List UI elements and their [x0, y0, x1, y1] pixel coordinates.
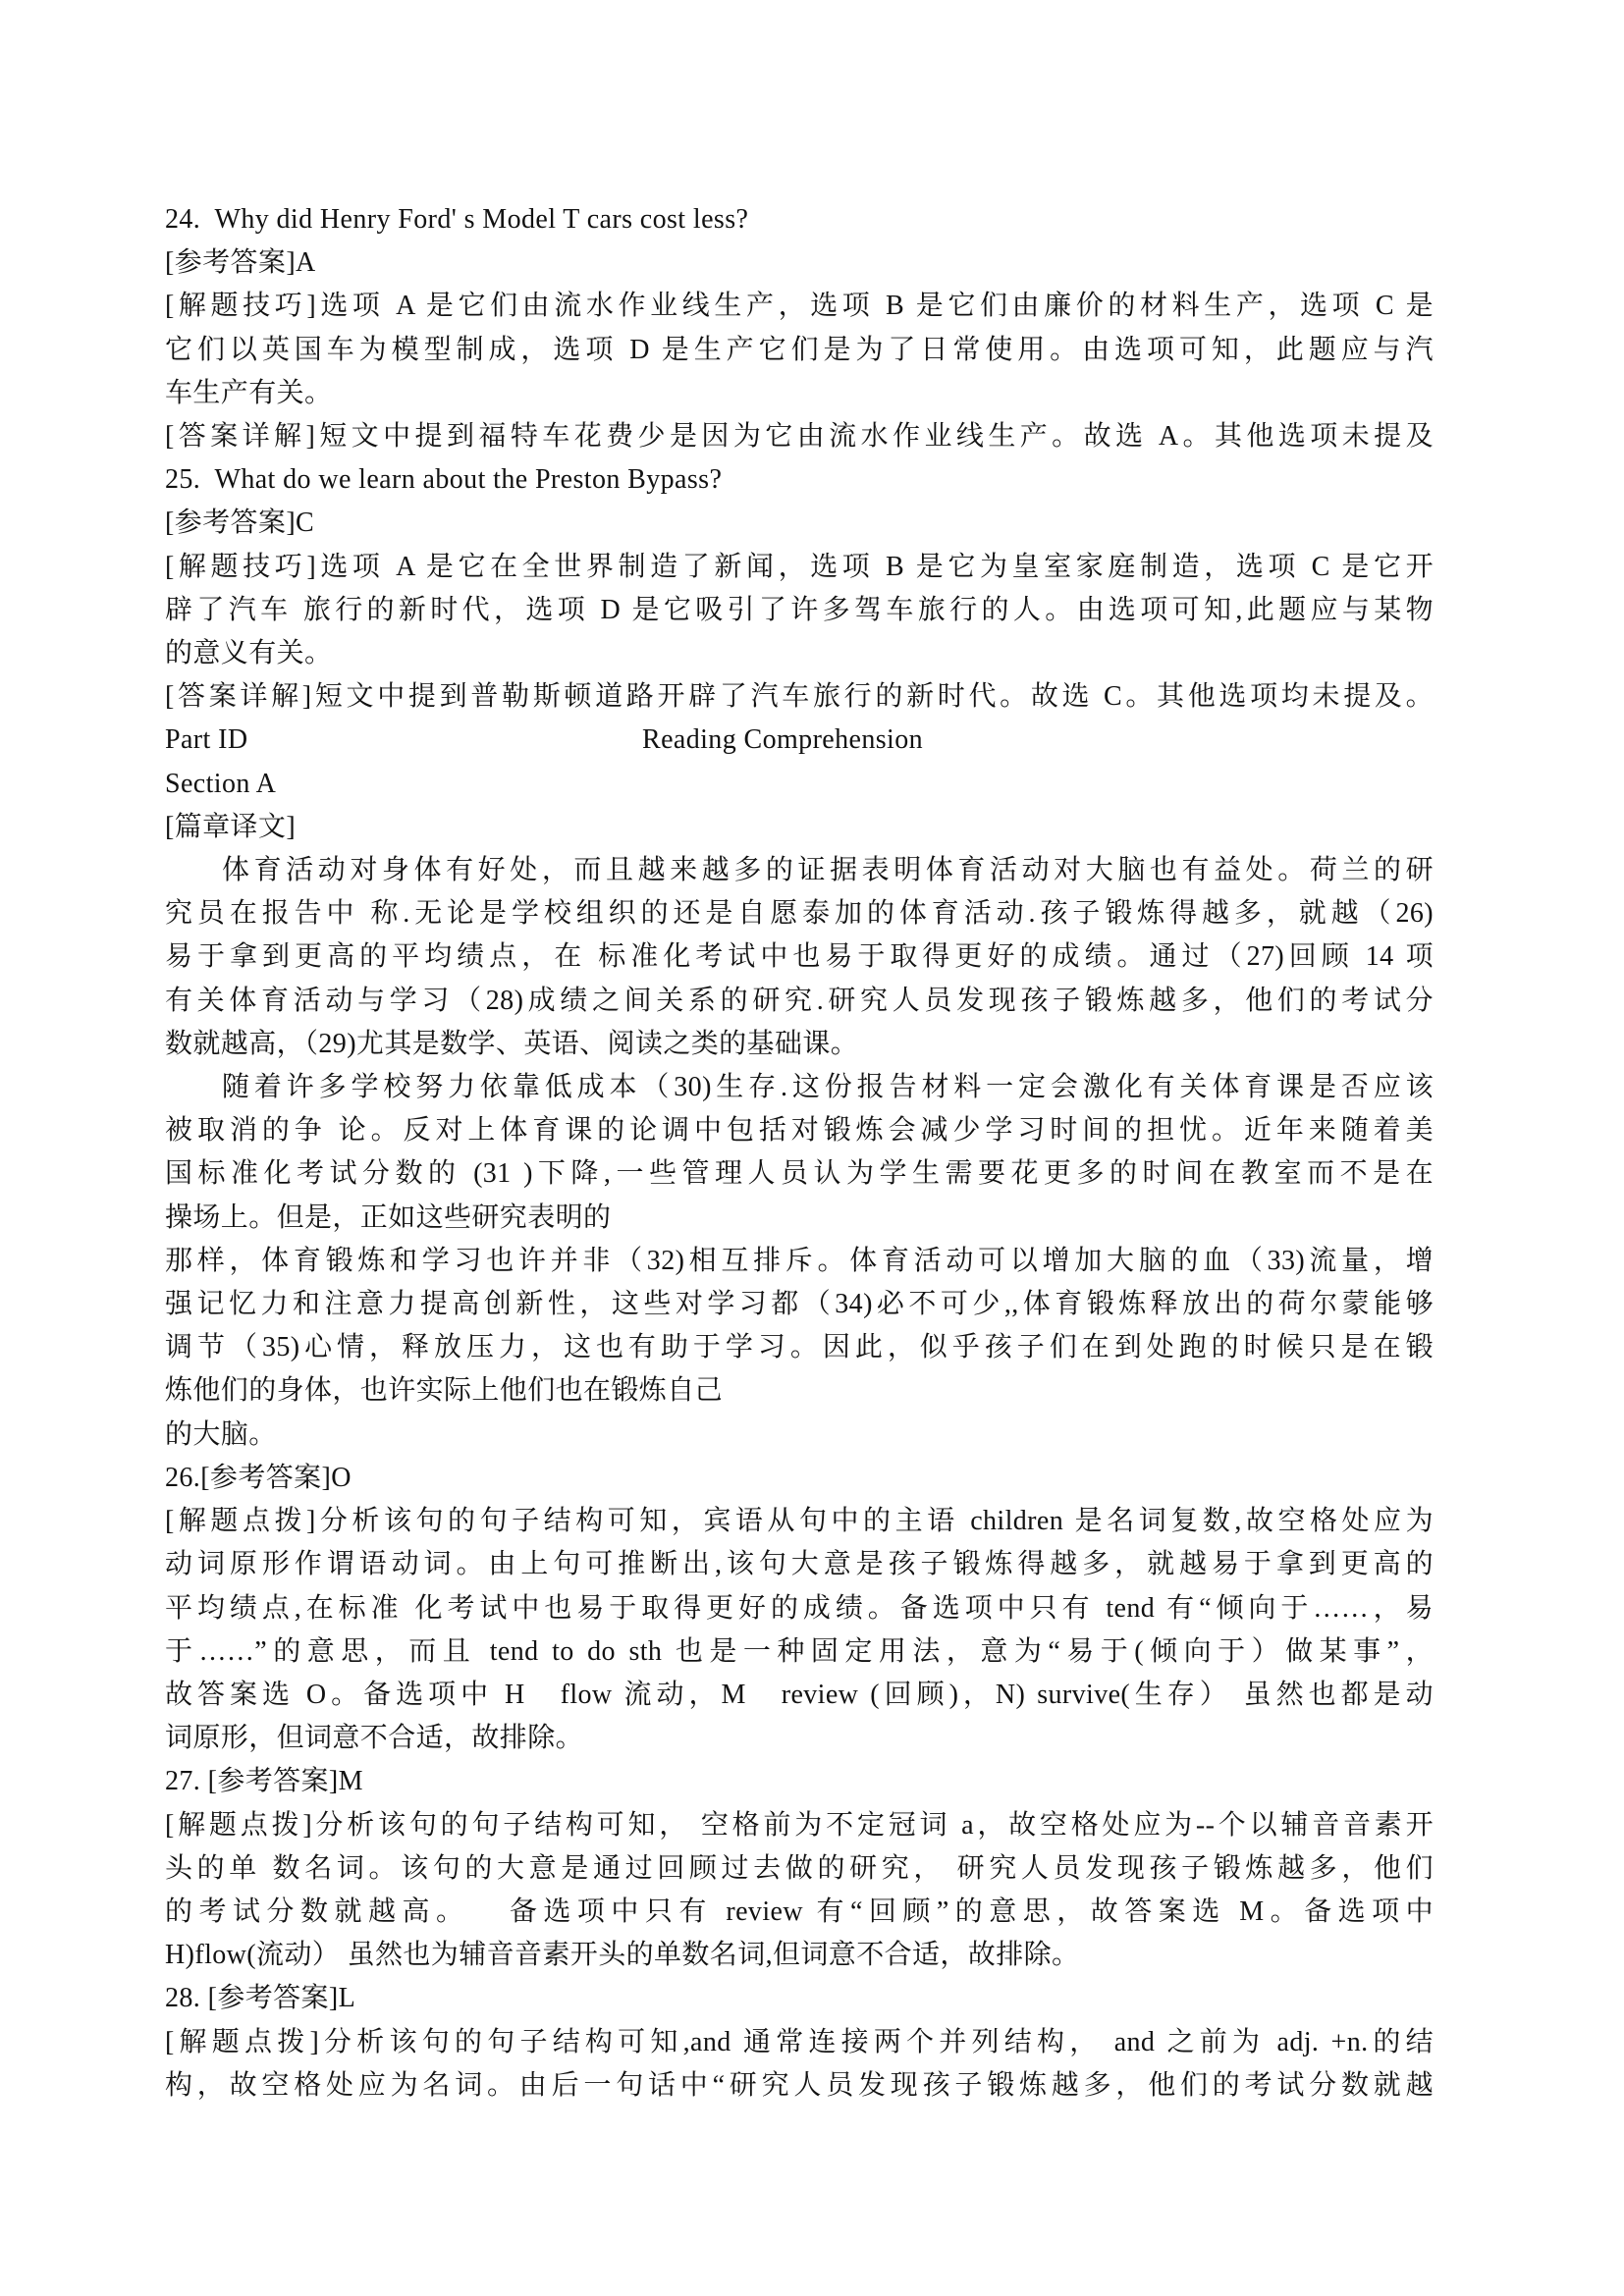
text-line-43: [解题点拨]分析该句的句子结构可知,and 通常连接两个并列结构， and 之前为 adj. +n.的结 [165, 2026, 1434, 2057]
text-line-41: H)flow(流动） 虽然也为辅音音素开头的单数名词,但词意不合适，故排除。 [165, 1940, 1080, 1971]
text-line-17: 究员在报告中 称.无论是学校组织的还是自愿泰加的体育活动.孩子锻炼得越多，就越（26) [165, 898, 1434, 930]
text-line-35: 故答案选 O。备选项中 H flow 流动，M review (回顾)，N) survive(生存） 虽然也都是动 [165, 1679, 1434, 1710]
text-line-8: [参考答案]C [165, 507, 315, 539]
text-line-29: 的大脑。 [165, 1418, 277, 1450]
text-line-40: 的考试分数就越高。 备选项中只有 review 有“回顾”的意思，故答案选 M。备选项中 [165, 1896, 1434, 1927]
text-line-24: 操场上。但是，正如这些研究表明的 [165, 1201, 612, 1233]
text-line-12: [答案详解]短文中提到普勒斯顿道路开辟了汽车旅行的新时代。故选 C。其他选项均未提及。 [165, 681, 1434, 713]
text-line-23: 国标准化考试分数的 (31 )下降,一些管理人员认为学生需要花更多的时间在教室而不是在 [165, 1158, 1434, 1190]
text-line-26: 强记忆力和注意力提高创新性，这些对学习都（34)必不可少,,体育锻炼释放出的荷尔蒙能够 [165, 1289, 1434, 1320]
text-line-27: 调节（35)心情，释放压力，这也有助于学习。因此，似乎孩子们在到处跑的时候只是在锻 [165, 1332, 1434, 1363]
text-line-37: 27. [参考答案]M [165, 1766, 363, 1797]
text-line-15: [篇章译文] [165, 811, 297, 842]
text-line-39: 头的单 数名词。该句的大意是通过回顾过去做的研究， 研究人员发现孩子锻炼越多，他们 [165, 1852, 1434, 1884]
text-line-13 [165, 719, 1434, 762]
document-text-block [165, 198, 1434, 2108]
text-line-36: 词原形，但词意不合适，故排除。 [165, 1723, 584, 1754]
text-line-33: 平均绩点,在标准 化考试中也易于取得更好的成绩。备选项中只有 tend 有“倾向于……，易 [165, 1592, 1434, 1624]
text-line-42: 28. [参考答案]L [165, 1983, 356, 2014]
text-line-44: 构，故空格处应为名词。由后一句话中“研究人员发现孩子锻炼越多，他们的考试分数就越 [165, 2069, 1434, 2101]
text-line-30: 26.[参考答案]O [165, 1462, 352, 1493]
text-line-9: [解题技巧]选项 A 是它在全世界制造了新闻，选项 B 是它为皇室家庭制造，选项 C 是它开 [165, 551, 1434, 582]
text-line-4: 它们以英国车为模型制成，选项 D 是生产它们是为了日常使用。由选项可知，此题应与汽 [165, 334, 1434, 365]
text-line-19: 有关体育活动与学习（28)成绩之间关系的研究.研究人员发现孩子锻炼越多，他们的考试分 [165, 985, 1434, 1016]
text-line-38: [解题点拨]分析该句的句子结构可知， 空格前为不定冠词 a，故空格处应为--个以辅音音素开 [165, 1809, 1434, 1841]
text-line-21: 随着许多学校努力依靠低成本（30)生存.这份报告材料一定会激化有关体育课是否应该 [222, 1072, 1434, 1103]
text-line-34: 于……”的意思，而且 tend to do sth 也是一种固定用法，意为“易于(倾向于）做某事”， [165, 1635, 1434, 1667]
text-line-20: 数就越高，（29)尤其是数学、英语、阅读之类的基础课。 [165, 1028, 859, 1059]
text-line-3: [解题技巧]选项 A 是它们由流水作业线生产，选项 B 是它们由廉价的材料生产，选项 C 是 [165, 291, 1434, 322]
text-line-10: 辟了汽车 旅行的新时代，选项 D 是它吸引了许多驾车旅行的人。由选项可知,此题应与某物 [165, 594, 1434, 625]
text-line-16: 体育活动对身体有好处，而且越来越多的证据表明体育活动对大脑也有益处。荷兰的研 [222, 855, 1434, 886]
text-line-28: 炼他们的身体，也许实际上他们也在锻炼自己 [165, 1375, 724, 1407]
text-line-5: 车生产有关。 [165, 377, 333, 408]
part-label: Part ID [165, 724, 248, 756]
text-line-7: 25. What do we learn about the Preston Bypass? [165, 464, 723, 496]
text-line-1: 24. Why did Henry Ford' s Model T cars cost less? [165, 204, 749, 235]
part-title: Reading Comprehension [642, 724, 924, 756]
text-line-22: 被取消的争 论。反对上体育课的论调中包括对锻炼会减少学习时间的担忧。近年来随着美 [165, 1115, 1434, 1147]
text-line-11: 的意义有关。 [165, 638, 333, 669]
text-line-18: 易于拿到更高的平均绩点，在 标准化考试中也易于取得更好的成绩。通过（27)回顾 14 项 [165, 941, 1434, 973]
text-line-31: [解题点拨]分析该句的句子结构可知，宾语从句中的主语 children 是名词复数,故空格处应为 [165, 1506, 1434, 1537]
text-line-2: [参考答案]A [165, 247, 316, 279]
text-line-25: 那样，体育锻炼和学习也许并非（32)相互排斥。体育活动可以增加大脑的血（33)流量，增 [165, 1245, 1434, 1276]
text-line-32: 动词原形作谓语动词。由上句可推断出,该句大意是孩子锻炼得越多，就越易于拿到更高的 [165, 1549, 1434, 1580]
text-line-14: Section A [165, 768, 277, 799]
text-line-6: [答案详解]短文中提到福特车花费少是因为它由流水作业线生产。故选 A。其他选项未提及 [165, 421, 1434, 453]
